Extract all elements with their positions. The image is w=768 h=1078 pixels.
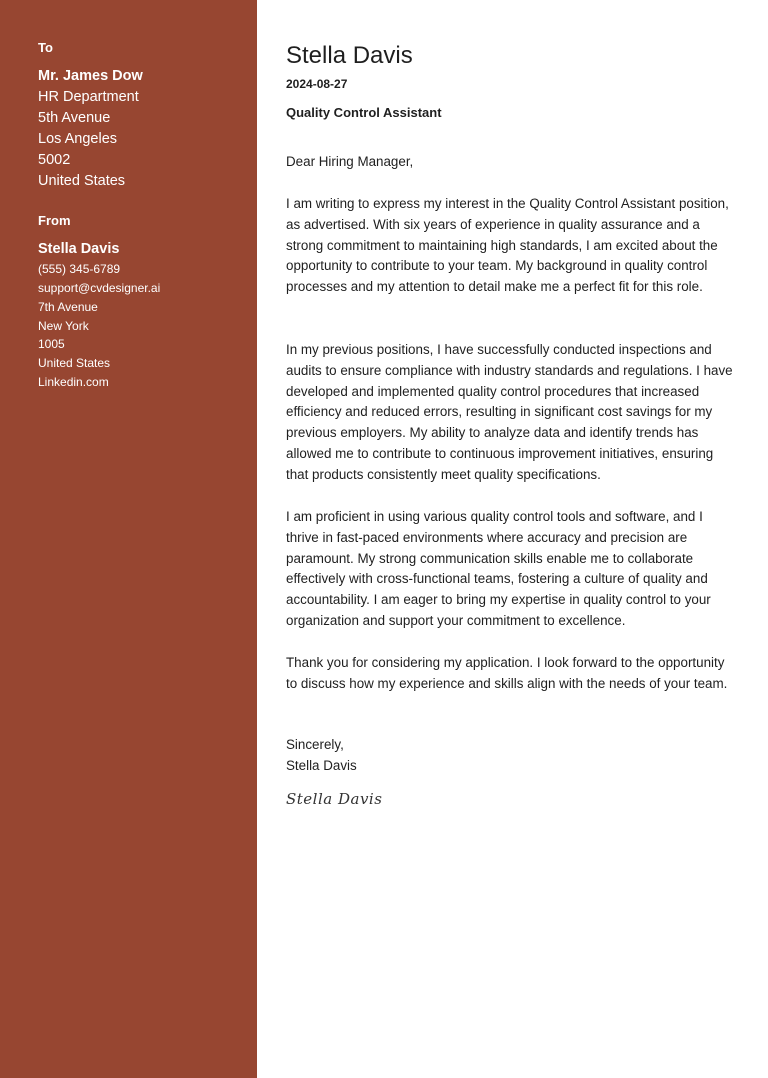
sender-email[interactable]: support@cvdesigner.ai [38, 281, 161, 295]
recipient-street: 5th Avenue [38, 110, 111, 126]
recipient-zip: 5002 [38, 152, 71, 168]
greeting: Dear Hiring Manager, [286, 154, 414, 169]
job-title: Quality Control Assistant [286, 105, 442, 120]
sender-phone: (555) 345-6789 [38, 262, 121, 276]
paragraph-2: In my previous positions, I have successfully conducted inspections and audits to ensure compliance with industry standards and regulations. I have developed and implemented quality control procedures that increased efficiency and reduced errors, resulting in significant cost savings for my previous employers. My ability to analyze data and identify trends has allowed me to contribute to continuous improvement initiatives, ensuring that products consistently meet quality specifications. [286, 342, 733, 482]
recipient-country: United States [38, 173, 126, 189]
paragraph-4: Thank you for considering my application. I look forward to the opportunity to discuss how my experience and skills align with the needs of your team. [286, 655, 728, 691]
signature: Stella Davis [286, 790, 383, 808]
closing: Sincerely, [286, 737, 344, 752]
sender-website[interactable]: Linkedin.com [38, 375, 109, 389]
letter-date: 2024-08-27 [286, 77, 348, 91]
sender-name: Stella Davis [38, 241, 120, 257]
from-heading: From [38, 213, 71, 228]
sender-zip: 1005 [38, 337, 65, 351]
sender-city: New York [38, 319, 89, 333]
paragraph-3: I am proficient in using various quality control tools and software, and I thrive in fast-paced environments where accuracy and precision are paramount. My strong communication skills enable me to collaborate effectively with cross-functional teams, fostering a culture of quality and accountability. I am eager to bring my expertise in quality control to your organization and support your commitment to excellence. [286, 509, 711, 628]
recipient-name: Mr. James Dow [38, 68, 143, 84]
sender-country: United States [38, 356, 111, 370]
recipient-city: Los Angeles [38, 131, 118, 147]
sidebar [0, 0, 257, 1078]
closing-name: Stella Davis [286, 758, 357, 773]
paragraph-1: I am writing to express my interest in the Quality Control Assistant position, as advertised. With six years of experience in quality assurance and a strong commitment to maintaining high standards, I am excited about the opportunity to contribute to your team. My background in quality control processes and my attention to detail make me a perfect fit for this role. [286, 196, 729, 295]
to-heading: To [38, 40, 53, 55]
sender-street: 7th Avenue [38, 300, 98, 314]
applicant-name: Stella Davis [286, 42, 413, 69]
recipient-department: HR Department [38, 89, 139, 105]
